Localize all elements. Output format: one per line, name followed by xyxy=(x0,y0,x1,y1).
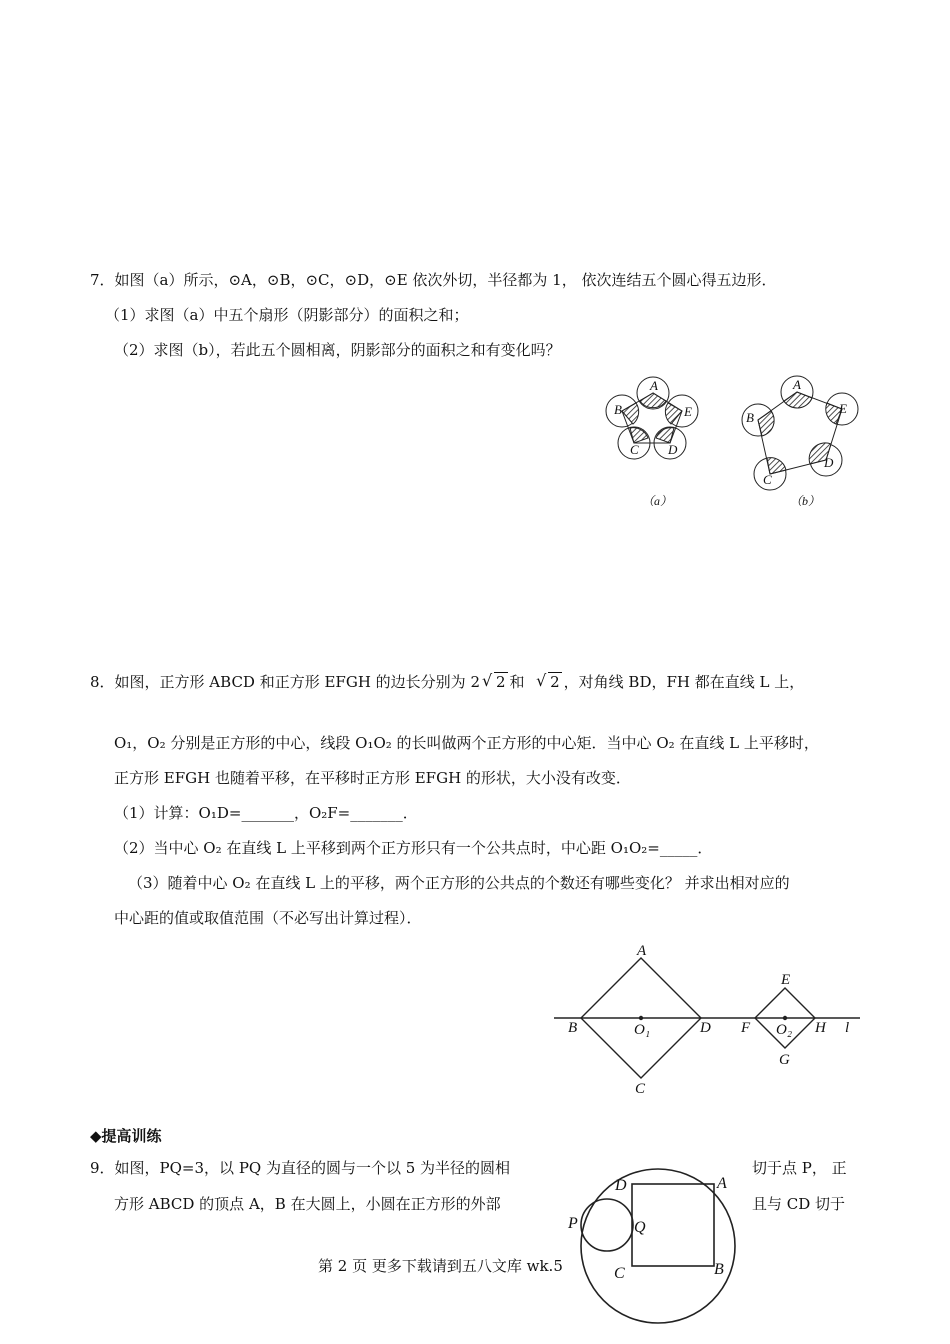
label-b-A: A xyxy=(793,377,801,392)
label-q8-F: F xyxy=(741,1020,751,1036)
q9-line2-left: 方形 ABCD 的顶点 A，B 在大圆上，小圆在正方形的外部 xyxy=(114,1195,501,1213)
label-q9-Q: Q xyxy=(634,1219,646,1236)
q8-part3b: 中心距的值或取值范围（不必写出计算过程）． xyxy=(114,909,422,927)
big-circle xyxy=(581,1169,735,1323)
q8-figure xyxy=(548,940,868,1100)
label-q9-D: D xyxy=(615,1177,627,1194)
section-title: ◆提高训练 xyxy=(90,1127,162,1145)
label-E: E xyxy=(684,404,692,419)
sqrt-symbol-2 xyxy=(536,672,562,692)
label-q9-B: B xyxy=(714,1261,724,1278)
q8-part1: （1）计算：O₁D=_______，O₂F=_______． xyxy=(114,804,418,822)
q8-part3: （3）随着中心 O₂ 在直线 L 上的平移，两个正方形的公共点的个数还有哪些变化？ 并求出相对应的 xyxy=(128,874,790,892)
q8-line3: 正方形 EFGH 也随着平移，在平移时正方形 EFGH 的形状，大小没有改变． xyxy=(114,769,631,787)
sqrt-symbol xyxy=(482,672,508,692)
label-q8-E: E xyxy=(781,972,791,988)
small-circle xyxy=(581,1199,633,1251)
label-b-B: B xyxy=(746,410,754,425)
label-q8-O1: O₁ xyxy=(634,1022,651,1038)
radicand-1: 2 xyxy=(496,673,506,691)
q9-line1-left: 9．如图，PQ=3，以 PQ 为直径的圆与一个以 5 为半径的圆相 xyxy=(90,1159,511,1177)
label-b-E: E xyxy=(839,401,847,416)
label-D: D xyxy=(668,442,678,457)
q8-stem xyxy=(90,672,804,692)
label-A: A xyxy=(650,378,658,393)
label-q9-P: P xyxy=(568,1215,578,1232)
label-q9-C: C xyxy=(614,1265,625,1282)
label-q8-B: B xyxy=(568,1020,578,1036)
q7-part2: （2）求图（b），若此五个圆相离，阴影部分的面积之和有变化吗？ xyxy=(114,341,561,359)
caption-a: （a） xyxy=(642,494,673,508)
label-q8-G: G xyxy=(779,1052,790,1068)
q8-and: 和 xyxy=(509,673,525,691)
label-C: C xyxy=(630,442,639,457)
label-b-D: D xyxy=(824,455,834,470)
q8-stem-suffix: ，对角线 BD，FH 都在直线 L 上， xyxy=(563,673,805,691)
label-B: B xyxy=(614,402,622,417)
q7-figure-b xyxy=(730,368,870,513)
label-q8-A: A xyxy=(637,943,647,959)
label-q8-H: H xyxy=(815,1020,826,1036)
q8-part2: （2）当中心 O₂ 在直线 L 上平移到两个正方形只有一个公共点时，中心距 O₁O₂=_____． xyxy=(114,839,713,857)
q9-line2-right: 且与 CD 切于 xyxy=(752,1195,846,1213)
label-b-C: C xyxy=(763,472,772,487)
q9-figure xyxy=(562,1150,747,1340)
q7-figure-a xyxy=(600,368,710,513)
label-q8-C: C xyxy=(635,1081,646,1097)
label-q8-O2: O₂ xyxy=(776,1022,793,1038)
q7-stem: 7．如图（a）所示，⊙A，⊙B，⊙C，⊙D，⊙E 依次外切，半径都为 1， 依次连结五个圆心得五边形． xyxy=(90,271,777,289)
q9-line1-right: 切于点 P， 正 xyxy=(752,1159,847,1177)
label-q9-A: A xyxy=(717,1175,727,1192)
radicand-2: 2 xyxy=(550,673,560,691)
q8-stem-prefix: 8．如图，正方形 ABCD 和正方形 EFGH 的边长分别为 2 xyxy=(90,673,480,691)
q7-part1: （1）求图（a）中五个扇形（阴影部分）的面积之和； xyxy=(105,306,469,324)
label-q8-l: l xyxy=(845,1020,850,1036)
label-q8-D: D xyxy=(700,1020,711,1036)
caption-b: （b） xyxy=(790,494,821,508)
q8-line2: O₁，O₂ 分别是正方形的中心，线段 O₁O₂ 的长叫做两个正方形的中心矩．当中心 O₂ 在直线 L 上平移时， xyxy=(114,734,819,752)
page-footer: 第 2 页 更多下载请到五八文库 wk.5 xyxy=(318,1257,563,1275)
